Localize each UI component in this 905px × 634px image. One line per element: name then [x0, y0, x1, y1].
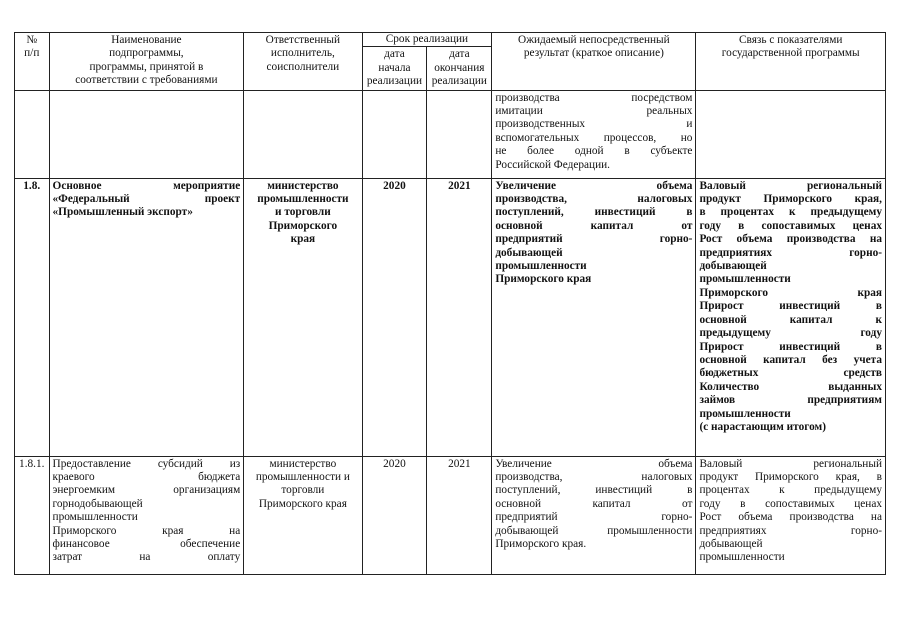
- header-end: дата окончания реализации: [427, 47, 492, 90]
- text-line: Количество выданных: [699, 380, 882, 393]
- text-line: в процентах к предыдущему: [699, 206, 882, 219]
- cell-num: 1.8.: [15, 178, 50, 456]
- text-line: промышленности (с нарастающим итогом): [699, 407, 826, 433]
- header-num: № п/п: [15, 33, 50, 91]
- table-row: [15, 90, 886, 178]
- text-line: энергоемким организациям: [52, 484, 241, 497]
- text-line: Основное мероприятие: [52, 179, 241, 192]
- program-table: [14, 32, 886, 575]
- text-line: производственных и: [495, 118, 693, 131]
- text-line: производства посредством: [495, 91, 693, 104]
- text-line: основной капитал к: [699, 313, 882, 326]
- text-line: Рост объема производства на: [699, 511, 882, 524]
- cell-start: 2020: [362, 456, 427, 574]
- text-line: «Федеральный проект: [52, 193, 241, 206]
- cell-responsible: министерство промышленности и торговли Приморского края: [244, 456, 362, 574]
- text-line: добывающей промышленности: [699, 538, 785, 564]
- text-line: предприятий горно-: [495, 233, 693, 246]
- text-line: Приморского края на: [52, 524, 241, 537]
- header-period: Срок реализации: [362, 33, 492, 47]
- cell-responsible: [244, 90, 362, 178]
- header-start: дата начала реализации: [362, 47, 427, 90]
- table-row: [15, 456, 886, 574]
- cell-name: [49, 90, 244, 178]
- text-line: Прирост инвестиций в: [699, 300, 882, 313]
- text-line: не более одной в субъекте: [495, 145, 693, 158]
- text-line: бюджетных средств: [699, 367, 882, 380]
- cell-link: [696, 178, 886, 456]
- text-line: затрат на оплату: [52, 551, 241, 564]
- text-line: добывающей промышленности: [495, 524, 693, 537]
- cell-end: 2021: [427, 456, 492, 574]
- text-line: предыдущему году: [699, 327, 882, 340]
- text-line: году в сопоставимых ценах: [699, 219, 882, 232]
- cell-result: [492, 456, 696, 574]
- text-line: продукт Приморского края, в: [699, 471, 882, 484]
- text-line: основной капитал без учета: [699, 353, 882, 366]
- text-line: поступлений, инвестиций в: [495, 484, 693, 497]
- text-line: продукт Приморского края,: [699, 193, 882, 206]
- text-line: Увеличение объема: [495, 457, 693, 470]
- cell-num: 1.8.1.: [15, 456, 50, 574]
- text-line: горнодобывающей промышленности: [52, 497, 143, 524]
- text-line: Рост объема производства на: [699, 233, 882, 246]
- text-line: добывающей промышленности: [699, 260, 791, 286]
- table-row: [15, 178, 886, 456]
- header-name: Наименование подпрограммы, программы, принятой в соответствии с требованиями: [49, 33, 244, 91]
- text-line: Валовый региональный: [699, 179, 882, 192]
- text-line: основной капитал от: [495, 497, 693, 510]
- header-link: Связь с показателями государственной программы: [696, 33, 886, 91]
- header-responsible: Ответственный исполнитель, соисполнители: [244, 33, 362, 91]
- cell-result: [492, 178, 696, 456]
- text-line: краевого бюджета: [52, 471, 241, 484]
- text-line: «Промышленный экспорт»: [52, 206, 193, 219]
- cell-link: [696, 90, 886, 178]
- cell-start: 2020: [362, 178, 427, 456]
- text-line: займов предприятиям: [699, 394, 882, 407]
- text-line: Российской Федерации.: [495, 158, 610, 171]
- text-line: производства, налоговых: [495, 193, 693, 206]
- cell-responsible: министерство промышленности и торговли Приморского края: [244, 178, 362, 456]
- cell-end: 2021: [427, 178, 492, 456]
- text-line: процентах к предыдущему: [699, 484, 882, 497]
- cell-name: [49, 178, 244, 456]
- text-line: Прирост инвестиций в: [699, 340, 882, 353]
- text-line: Валовый региональный: [699, 457, 882, 470]
- text-line: Приморского края.: [495, 538, 587, 551]
- text-line: добывающей промышленности Приморского края: [495, 246, 592, 286]
- header-result: Ожидаемый непосредственный результат (краткое описание): [492, 33, 696, 91]
- text-line: поступлений, инвестиций в: [495, 206, 693, 219]
- text-line: имитации реальных: [495, 105, 693, 118]
- text-line: основной капитал от: [495, 219, 693, 232]
- text-line: Предоставление субсидий из: [52, 457, 241, 470]
- text-line: предприятиях горно-: [699, 524, 882, 537]
- cell-link: [696, 456, 886, 574]
- text-line: предприятий горно-: [495, 511, 693, 524]
- text-line: Увеличение объема: [495, 179, 693, 192]
- table-header-row: [15, 33, 886, 47]
- cell-name: [49, 456, 244, 574]
- text-line: производства, налоговых: [495, 471, 693, 484]
- cell-num: [15, 90, 50, 178]
- cell-result: [492, 90, 696, 178]
- text-line: Приморского края: [699, 286, 882, 299]
- text-line: финансовое обеспечение: [52, 538, 241, 551]
- cell-end: [427, 90, 492, 178]
- text-line: году в сопоставимых ценах: [699, 497, 882, 510]
- text-line: вспомогательных процессов, но: [495, 131, 693, 144]
- text-line: предприятиях горно-: [699, 246, 882, 259]
- cell-start: [362, 90, 427, 178]
